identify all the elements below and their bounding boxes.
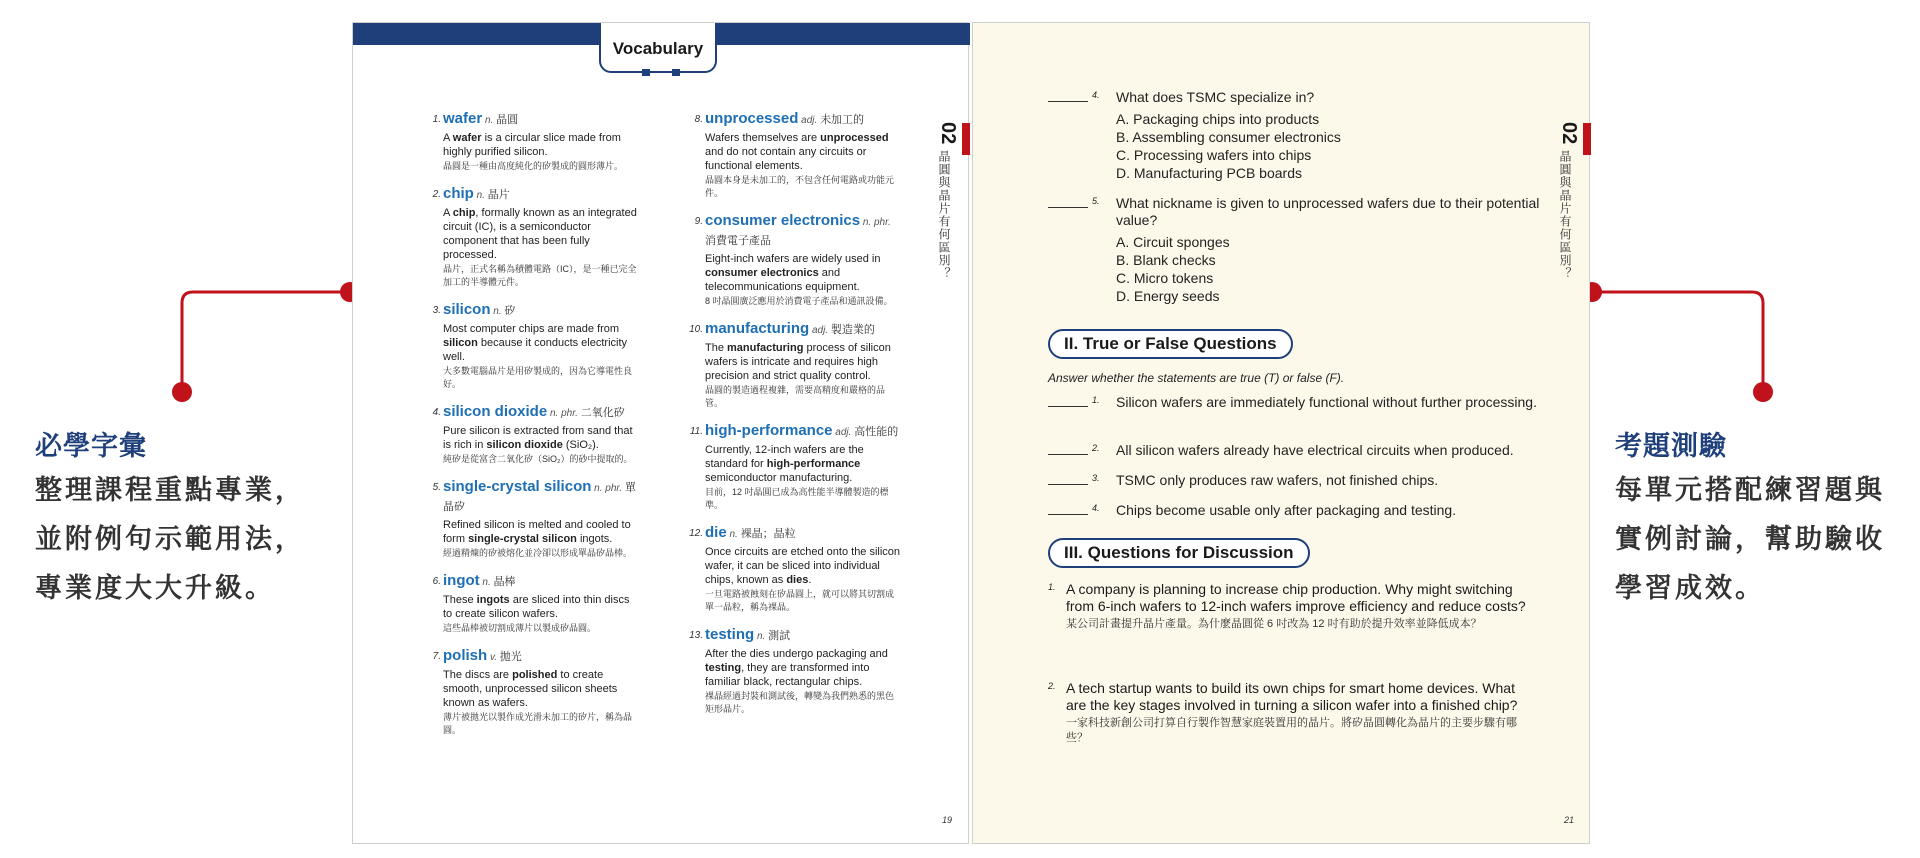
discussion-question-text: A company is planning to increase chip production. Why might switching from 6-inch wafers to 12-inch wafers improve efficiency and reduce costs? [1066,581,1526,614]
vocab-entry [429,185,639,289]
example-translation: 8 吋晶圓廣泛應用於消費電子產品和通訊設備。 [705,296,893,306]
part-of-speech: n. phr. [547,408,581,419]
entry-number: 10. [689,324,703,335]
vocab-word: single-crystal silicon [443,478,592,495]
right-callout-line: 實例討論，幫助驗收 [1615,524,1885,554]
option-a: A. Packaging chips into products [1116,111,1320,127]
vocab-entry [691,422,901,512]
chinese-gloss: 單晶矽 [443,482,636,513]
part-of-speech: n. phr. [591,483,625,494]
question-number: 5. [1092,196,1100,206]
chinese-gloss: 測試 [768,630,791,642]
entry-headword-line [443,647,639,666]
example-translation: 裸晶經過封裝和測試後，轉變為我們熟悉的黑色矩形晶片。 [705,691,895,714]
vocabulary-tab: Vocabulary [599,23,717,73]
true-false-instruction: Answer whether the statements are true (T) or false (F). [1048,371,1345,385]
answer-blank[interactable] [1048,484,1088,485]
right-callout-line: 學習成效。 [1615,573,1765,603]
part-of-speech: n. phr. [860,217,891,228]
discussion-question-translation: 一家科技新創公司打算自行製作智慧家庭裝置用的晶片。將矽晶圓轉化為晶片的主要步驟有哪些？ [1066,717,1517,744]
part-of-speech: n. [482,115,497,126]
part-of-speech: n. [479,577,494,588]
vocab-entry [429,647,639,737]
question-text: What does TSMC specialize in? [1116,89,1315,105]
question-number: 2. [1092,443,1100,453]
question-options [1116,233,1548,305]
vocab-word: silicon [443,301,491,318]
entry-headword-line [705,524,901,543]
chinese-gloss: 拋光 [499,651,522,663]
vocab-word: ingot [443,572,480,589]
option-c: C. Micro tokens [1116,270,1214,286]
chapter-marker-bar [962,123,970,155]
statement-text: TSMC only produces raw wafers, not finished chips. [1116,472,1439,488]
answer-blank[interactable] [1048,406,1088,407]
example-sentence: Eight-inch wafers are widely used in consumer electronics and telecommunications equipment. [705,253,881,293]
vocab-entry [429,572,639,635]
example-translation: 大多數電腦晶片是用矽製成的，因為它導電性良好。 [443,366,633,389]
statement-text: Chips become usable only after packaging and testing. [1116,502,1457,518]
entry-headword-line [705,320,901,339]
answer-blank[interactable] [1048,207,1088,208]
discussion-question-translation: 某公司計畫提升晶片產量。為什麼晶圓從 6 吋改為 12 吋有助於提升效率並降低成本？ [1066,618,1482,630]
example-sentence: A chip, formally known as an integrated circuit (IC), is a semiconductor component that has been fully processed. [443,207,637,261]
chinese-gloss: 未加工的 [820,114,865,126]
vocabulary-page [352,22,969,844]
chinese-gloss: 矽 [504,305,516,317]
example-translation: 這些晶棒被切割成薄片以製成矽晶圓。 [443,623,597,633]
mc-question [1048,195,1548,305]
entry-number: 1. [432,114,441,125]
answer-blank[interactable] [1048,101,1088,102]
example-sentence: The manufacturing process of silicon wafers is intricate and requires high precision and strict quality control. [705,342,891,382]
entry-number: 13. [689,630,703,641]
chinese-gloss: 消費電子產品 [705,235,771,247]
tab-dot-decoration [642,69,650,76]
vocab-entry [691,524,901,614]
option-d: D. Energy seeds [1116,288,1220,304]
question-number: 2. [1048,681,1056,691]
question-text: What nickname is given to unprocessed wafers due to their potential value? [1116,195,1540,228]
entry-headword-line [443,478,639,516]
chapter-marker-bar [1583,123,1591,155]
answer-blank[interactable] [1048,454,1088,455]
vocab-word: high-performance [705,422,833,439]
tab-dot-decoration [672,69,680,76]
page-number: 19 [942,815,953,825]
answer-blank[interactable] [1048,514,1088,515]
part-of-speech: adj. [832,427,855,438]
entry-headword-line [443,572,639,591]
chapter-side-label [936,122,960,280]
entry-headword-line [443,185,639,204]
discussion-item [1048,581,1528,632]
chapter-side-label [1557,122,1581,280]
vocab-word: manufacturing [705,320,810,337]
part-of-speech: n. [754,631,769,642]
vocab-word: testing [705,626,755,643]
question-number: 4. [1092,90,1100,100]
vocab-entry [429,478,639,560]
page-number: 21 [1564,815,1575,825]
true-false-section-title: II. True or False Questions [1048,329,1293,359]
part-of-speech: n. [473,190,488,201]
example-translation: 薄片被拋光以製作成光滑未加工的矽片，稱為晶圓。 [443,712,633,735]
left-callout-line: 專業度大大升級。 [35,573,275,603]
entry-number: 5. [432,482,441,493]
right-connector-dot-callout [1753,382,1773,402]
chinese-gloss: 晶棒 [493,576,516,588]
question-number: 1. [1092,395,1100,405]
example-sentence: Once circuits are etched onto the silicon wafer, it can be sliced into individual chips, known as dies. [705,546,901,586]
entry-headword-line [443,110,639,129]
example-sentence: The discs are polished to create smooth, unprocessed silicon sheets known as wafers. [443,669,618,709]
left-connector-dot-callout [172,382,192,402]
question-number: 1. [1048,582,1056,592]
right-callout-body [1615,466,1885,613]
discussion-item [1048,680,1528,746]
right-callout-title: 考題測驗 [1615,431,1727,461]
option-a: A. Circuit sponges [1116,234,1230,250]
vocab-word: consumer electronics [705,212,861,229]
option-b: B. Assembling consumer electronics [1116,129,1341,145]
example-translation: 經過精煉的矽被熔化並冷卻以形成單晶矽晶棒。 [443,548,633,558]
entry-number: 2. [432,189,441,200]
example-translation: 一旦電路被蝕刻在矽晶圓上，就可以將其切割成單一晶粒，稱為裸晶。 [705,589,895,612]
example-translation: 純矽是從富含二氧化矽（SiO₂）的砂中提取的。 [443,454,633,464]
example-sentence: Refined silicon is melted and cooled to form single-crystal silicon ingots. [443,519,631,545]
mc-question [1048,89,1548,182]
vocab-entry [429,110,639,173]
vocab-word: die [705,524,727,541]
left-callout-body [35,466,305,613]
entry-headword-line [705,626,901,645]
vocab-word: polish [443,647,488,664]
example-sentence: These ingots are sliced into thin discs to create silicon wafers. [443,594,630,620]
entry-number: 4. [432,407,441,418]
vocab-word: unprocessed [705,110,799,127]
entry-headword-line [705,110,901,129]
vocab-entry [429,301,639,391]
example-translation: 晶片，正式名稱為積體電路（IC），是一種已完全加工的半導體元件。 [443,264,637,287]
vocab-entry [429,403,639,466]
vocab-word: wafer [443,110,483,127]
chinese-gloss: 高性能的 [854,426,899,438]
vocab-entry [691,320,901,410]
entry-number: 12. [689,528,703,539]
entry-number: 3. [432,305,441,316]
entry-number: 11. [689,426,703,437]
part-of-speech: n. [726,529,741,540]
entry-number: 8. [694,114,703,125]
question-options [1116,110,1548,182]
entry-headword-line [705,422,901,441]
part-of-speech: adj. [798,115,821,126]
right-connector-line [1592,292,1763,392]
example-translation: 晶圓是一種由高度純化的矽製成的圓形薄片。 [443,161,624,171]
vocab-entry [691,212,901,308]
statement-text: Silicon wafers are immediately functional without further processing. [1116,394,1537,410]
chinese-gloss: 晶圓 [496,114,519,126]
example-sentence: Currently, 12-inch wafers are the standard for high-performance semiconductor manufacturing. [705,444,864,484]
example-sentence: Wafers themselves are unprocessed and do not contain any circuits or functional elements. [705,132,889,172]
example-sentence: Most computer chips are made from silicon because it conducts electricity well. [443,323,628,363]
entry-number: 6. [432,576,441,587]
chinese-gloss: 二氧化矽 [580,407,625,419]
example-translation: 目前，12 吋晶圓已成為高性能半導體製造的標準。 [705,487,889,510]
left-callout-title: 必學字彙 [35,431,147,461]
example-sentence: After the dies undergo packaging and testing, they are transformed into familiar black, rectangular chips. [705,648,888,688]
left-callout-line: 並附例句示範用法， [35,524,305,554]
left-connector-line [182,292,350,392]
part-of-speech: v. [487,652,500,663]
question-number: 3. [1092,473,1100,483]
entry-headword-line [443,301,639,320]
left-callout-line: 整理課程重點專業， [35,475,305,505]
entry-headword-line [705,212,901,250]
question-number: 4. [1092,503,1100,513]
example-sentence: Pure silicon is extracted from sand that is rich in silicon dioxide (SiO₂). [443,425,633,451]
chapter-title: 晶圓與晶片有何區別？ [1558,150,1572,281]
entry-headword-line [443,403,639,422]
option-d: D. Manufacturing PCB boards [1116,165,1302,181]
vocabulary-column-2 [691,110,901,728]
example-sentence: A wafer is a circular slice made from highly purified silicon. [443,132,621,158]
chapter-number: 02 [937,122,959,145]
example-translation: 晶圓的製造過程複雜，需要高精度和嚴格的品管。 [705,385,886,408]
entry-number: 9. [694,216,703,227]
chinese-gloss: 製造業的 [830,324,875,336]
chinese-gloss: 晶片 [487,189,510,201]
vocab-entry [691,110,901,200]
vocab-word: silicon dioxide [443,403,548,420]
chinese-gloss: 裸晶；晶粒 [740,528,796,540]
chapter-title: 晶圓與晶片有何區別？ [937,150,951,281]
right-callout-line: 每單元搭配練習題與 [1615,475,1885,505]
part-of-speech: adj. [809,325,831,336]
part-of-speech: n. [490,306,505,317]
discussion-section-title: III. Questions for Discussion [1048,538,1310,568]
chapter-number: 02 [1558,122,1580,145]
option-b: B. Blank checks [1116,252,1216,268]
vocab-entry [691,626,901,716]
statement-text: All silicon wafers already have electrical circuits when produced. [1116,442,1514,458]
option-c: C. Processing wafers into chips [1116,147,1312,163]
vocab-word: chip [443,185,474,202]
entry-number: 7. [432,651,441,662]
example-translation: 晶圓本身是未加工的，不包含任何電路或功能元件。 [705,175,895,198]
exercise-page [972,22,1590,844]
vocabulary-column-1 [429,110,639,749]
discussion-question-text: A tech startup wants to build its own chips for smart home devices. What are the key stages involved in turning a silicon wafer into a finished chip? [1066,680,1518,713]
